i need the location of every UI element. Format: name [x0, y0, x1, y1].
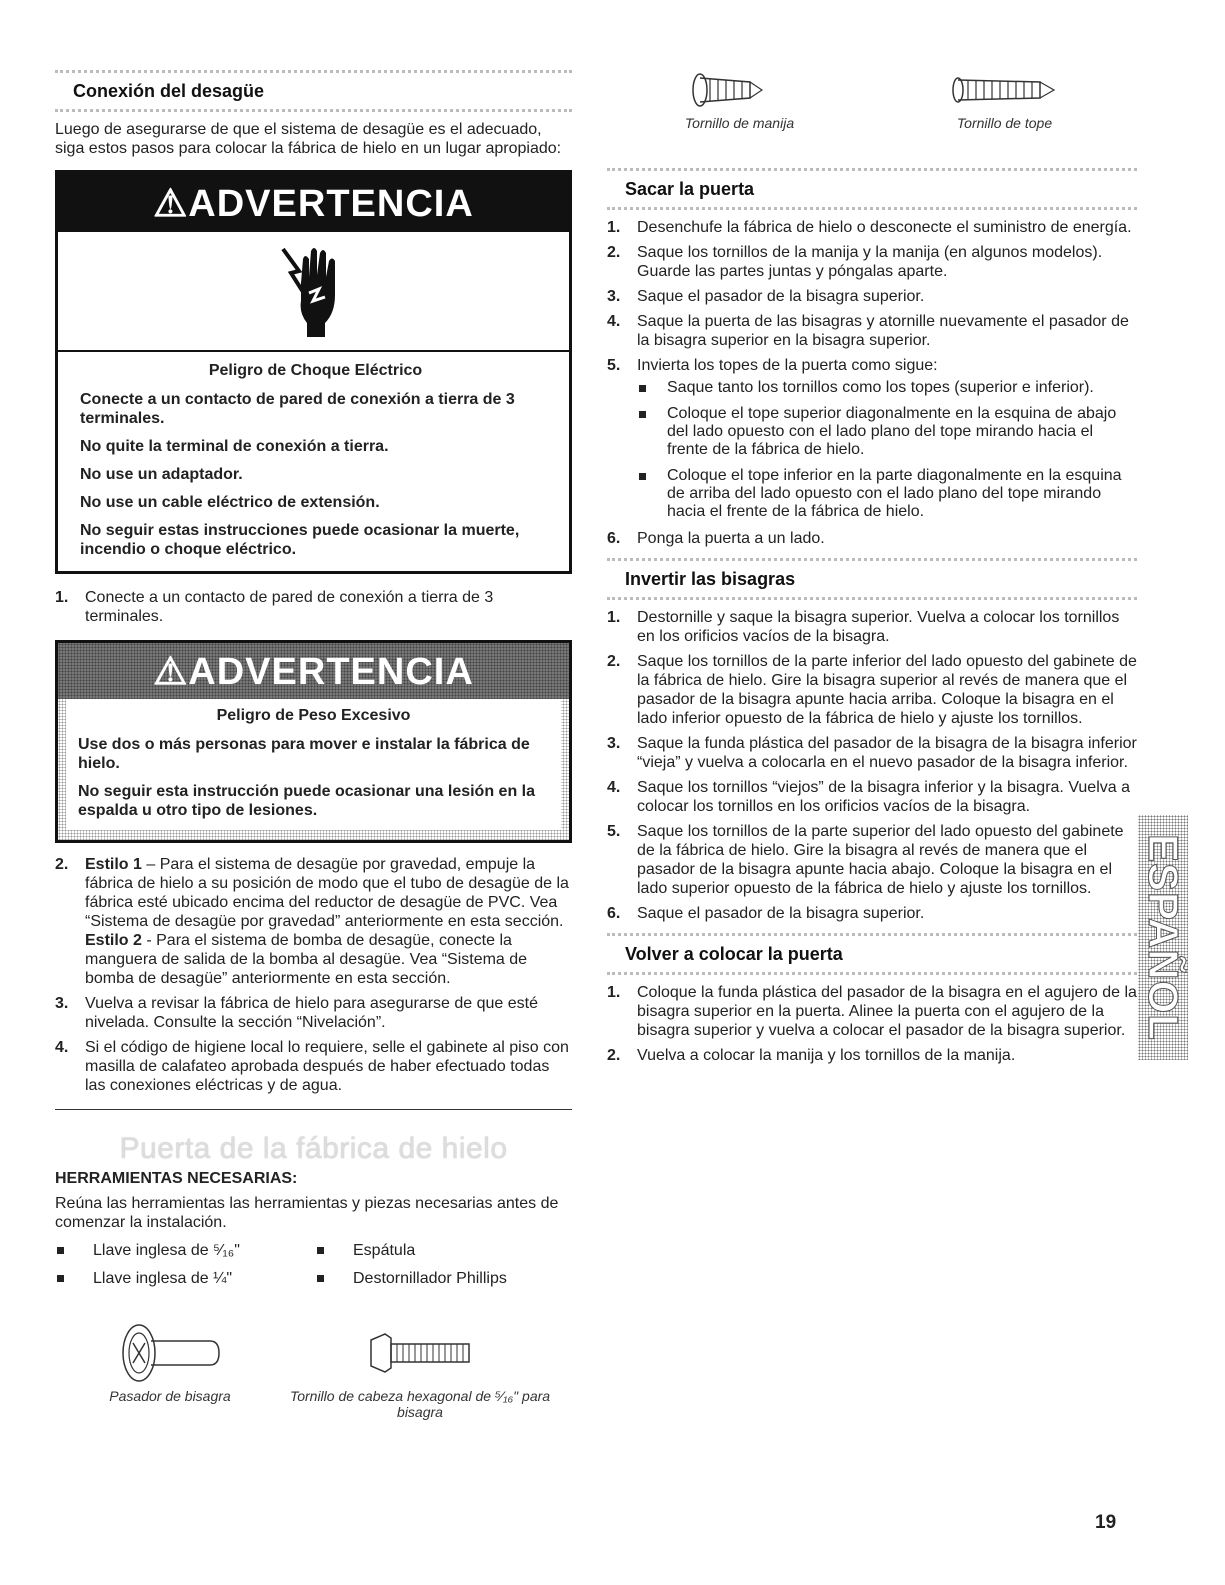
hex-screw-icon [365, 1330, 475, 1376]
list-item: Coloque el tope inferior en la parte diagonalmente en la esquina de arriba del lado opuesto con el lado plano del tope mirando hacia el frente de la fábrica de hielo. [637, 467, 1137, 521]
stop-screw-icon [950, 70, 1060, 110]
list-item: Saque tanto los tornillos como los topes (superior e inferior). [637, 379, 1137, 397]
list-item: 3. Saque la funda plástica del pasador de la bisagra de la bisagra inferior “vieja” y vuelva a colocarla en el nuevo pasador de la bisagra inferior. [607, 735, 1137, 771]
list-item: 4. Saque los tornillos “viejos” de la bisagra inferior y la bisagra. Vuelva a colocar los tornillos en los orificios vacíos de la bisagra. [607, 779, 1130, 815]
warning-line: Conecte a un contacto de pared de conexión a tierra de 3 terminales. [80, 391, 515, 427]
remove-door-heading: Sacar la puerta [607, 168, 1137, 210]
drain-heading: Conexión del desagüe [55, 70, 572, 112]
install-steps [55, 588, 572, 626]
tools-heading: HERRAMIENTAS NECESARIAS: [55, 1170, 298, 1187]
warning-line: No seguir esta instrucción puede ocasionar una lesión en la espalda u otro tipo de lesiones. [78, 783, 536, 819]
tools-intro: Reúna las herramientas las herramientas y piezas necesarias antes de comenzar la instalación. [55, 1195, 559, 1231]
list-item: 4. Saque la puerta de las bisagras y atornille nuevamente el pasador de la bisagra superior en la bisagra superior. [607, 313, 1129, 349]
door-section-title: Puerta de la fábrica de hielo [119, 1132, 508, 1165]
list-item: 2. Saque los tornillos de la parte inferior del lado opuesto del gabinete de la fábrica de hielo. Gire la bisagra superior al revés de manera que el pasador de la bisagra apunte hacia arriba. Coloque la bisagra en el lado inferior opuesto de la fábrica de hielo y ajuste los tornillos. [607, 653, 1137, 727]
handle-screw-icon [690, 70, 790, 110]
weight-warning-box [55, 640, 572, 843]
handle-screw-figure [630, 70, 850, 160]
right-column [607, 70, 1137, 1071]
hinge-pin-icon [115, 1321, 225, 1385]
warning-line: Use dos o más personas para mover e instalar la fábrica de hielo. [78, 736, 530, 772]
language-tab [1138, 815, 1188, 1060]
warning-line: No use un adaptador. [80, 466, 243, 483]
list-item: 3. Vuelva a revisar la fábrica de hielo para asegurarse de que esté nivelada. Consulte la sección “Nivelación”. [55, 995, 539, 1031]
replace-door-heading: Volver a colocar la puerta [607, 933, 1137, 975]
hex-screw-figure [285, 1318, 555, 1420]
list-item: 1. Desenchufe la fábrica de hielo o desconecte el suministro de energía. [607, 219, 1132, 236]
list-item: Espátula [315, 1242, 575, 1260]
warning-subtitle: Peligro de Choque Eléctrico [208, 362, 423, 379]
handle-screw-caption: Tornillo de manija [684, 115, 795, 131]
replace-door-steps [607, 983, 1137, 1065]
page-number: 19 [1095, 1512, 1117, 1533]
list-item: 2. Saque los tornillos de la manija y la manija (en algunos modelos). Guarde las partes juntas y póngalas aparte. [607, 244, 1103, 280]
remove-door-steps [607, 218, 1137, 548]
list-item: 1. Conecte a un contacto de pared de conexión a tierra de 3 terminales. [55, 589, 494, 625]
warning-line: No seguir estas instrucciones puede ocasionar la muerte, incendio o choque eléctrico. [80, 522, 520, 558]
list-item: 2. Vuelva a colocar la manija y los tornillos de la manija. [607, 1047, 1016, 1064]
drain-intro: Luego de asegurarse de que el sistema de desagüe es el adecuado, siga estos pasos para colocar la fábrica de hielo en un lugar apropiado: [55, 121, 562, 157]
stop-screw-caption: Tornillo de tope [956, 115, 1053, 131]
screw-figures [607, 70, 1137, 160]
list-item: 6. Saque el pasador de la bisagra superior. [607, 905, 925, 922]
stop-bullets [637, 379, 1137, 521]
reverse-hinges-steps [607, 608, 1137, 923]
install-steps-continued [55, 855, 572, 1095]
list-item: 6. Ponga la puerta a un lado. [607, 530, 825, 547]
warning-line: No quite la terminal de conexión a tierra. [80, 438, 389, 455]
electric-warning-box [55, 170, 572, 574]
list-item: 4. Si el código de higiene local lo requiere, selle el gabinete al piso con masilla de calafateo aprobada después de haber efectuado todas las conexiones eléctricas y de agua. [55, 1039, 569, 1094]
list-item: Llave inglesa de ¼" [55, 1270, 315, 1288]
list-item: 3. Saque el pasador de la bisagra superior. [607, 288, 925, 305]
list-item: 1. Destornille y saque la bisagra superior. Vuelva a colocar los tornillos en los orificios vacíos de la bisagra. [607, 609, 1120, 645]
hinge-pin-figure [55, 1318, 285, 1420]
stop-screw-figure [895, 70, 1115, 160]
warning-title: ⚠ADVERTENCIA [58, 643, 569, 699]
warning-line: No use un cable eléctrico de extensión. [80, 494, 380, 511]
hinge-pin-caption: Pasador de bisagra [109, 1388, 231, 1404]
list-item: Llave inglesa de ⁵⁄₁₆" [55, 1242, 315, 1260]
warning-title: ⚠ADVERTENCIA [58, 173, 569, 232]
language-label: ESPAÑOL [1140, 834, 1187, 1041]
tools-list [55, 1242, 572, 1288]
list-item: 1. Coloque la funda plástica del pasador de la bisagra en el agujero de la bisagra superior en la puerta. Alinee la puerta con el agujero de la bisagra superior y vuelva a colocar el pasador de la bisagra superior. [607, 984, 1137, 1039]
section-divider [55, 1109, 572, 1110]
hex-screw-caption: Tornillo de cabeza hexagonal de ⁵⁄₁₆" para bisagra [289, 1388, 551, 1420]
list-item: 2. Estilo 1 – Para el sistema de desagüe por gravedad, empuje la fábrica de hielo a su posición de modo que el tubo de desagüe de la fábrica esté ubicado encima del reductor de desagüe de PVC. Vea “Sistema de desagüe por gravedad” anteriormente en esta sección. Estilo 2 - Para el sistema de bomba de desagüe, conecte la manguera de salida de la bomba al desagüe. Vea “Sistema de bomba de desagüe” anteriormente en esta sección. [55, 856, 569, 987]
hardware-figures [55, 1318, 572, 1420]
list-item: Coloque el tope superior diagonalmente en la esquina de abajo del lado opuesto con el lado plano del tope mirando hacia el frente de la fábrica de hielo. [637, 405, 1137, 459]
electric-shock-hand-icon [58, 232, 569, 352]
list-item: Destornillador Phillips [315, 1270, 575, 1288]
list-item: 5. Saque los tornillos de la parte superior del lado opuesto del gabinete de la fábrica de hielo. Gire la bisagra al revés de manera que el pasador de la bisagra apunte hacia abajo. Coloque la bisagra en el lado superior opuesto de la fábrica de hielo y ajuste los tornillos. [607, 823, 1124, 897]
reverse-hinges-heading: Invertir las bisagras [607, 558, 1137, 600]
list-item: 5. Invierta los topes de la puerta como sigue: Saque tanto los tornillos como los topes (superior e inferior). Coloque el tope superior diagonalmente en la esquina de abajo del lado opuesto con el lado plano del tope mirando hacia el frente de la fábrica de hielo. Coloque el tope inferior en la parte diagonalmente en la esquina de arriba del lado opuesto con el lado plano del tope mirando hacia el frente de la fábrica de hielo. [607, 356, 1137, 521]
warning-subtitle: Peligro de Peso Excesivo [216, 707, 411, 724]
left-column [55, 70, 572, 1420]
